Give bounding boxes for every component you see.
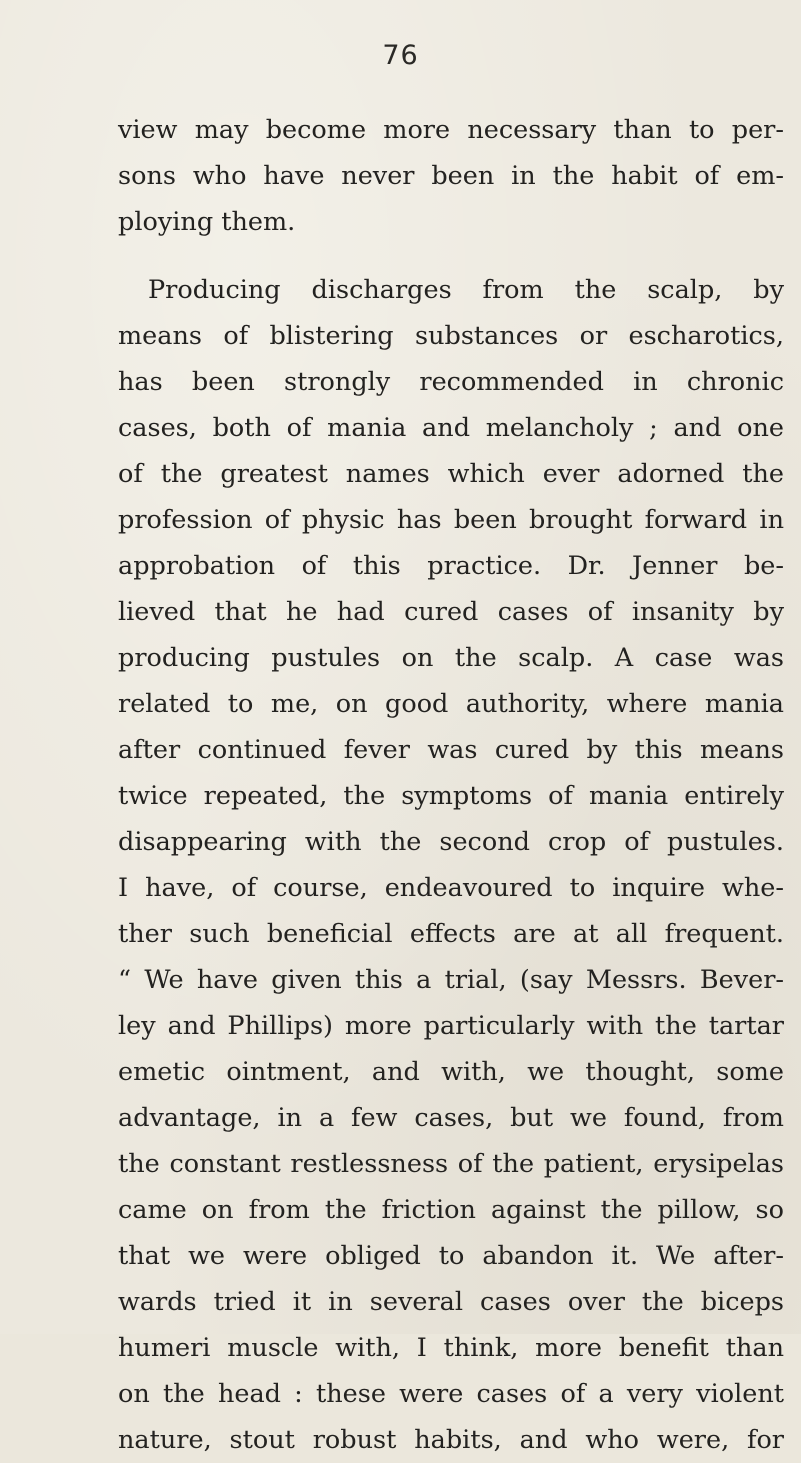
text-line: ther such beneficial effects are at all frequent. [118, 919, 784, 949]
text-line: emetic ointment, and with, we thought, some [118, 1057, 784, 1087]
body-text [118, 107, 784, 1463]
text-line: I have, of course, endeavoured to inquire whe- [118, 873, 784, 903]
text-line: humeri muscle with, I think, more benefit than [118, 1333, 784, 1363]
text-line: on the head : these were cases of a very violent [118, 1379, 784, 1409]
text-line: view may become more necessary than to per- [118, 115, 784, 145]
text-line: advantage, in a few cases, but we found, from [118, 1103, 784, 1133]
text-line: ley and Phillips) more particularly with the tartar [118, 1011, 784, 1041]
text-line: means of blistering substances or escharotics, [118, 321, 784, 351]
paragraph [118, 107, 784, 245]
text-line: producing pustules on the scalp. A case was [118, 643, 784, 673]
text-line: related to me, on good authority, where mania [118, 689, 784, 719]
text-line: Producing discharges from the scalp, by [148, 275, 784, 305]
text-line: cases, both of mania and melancholy ; and one [118, 413, 784, 443]
paragraph-gap [118, 245, 784, 267]
text-line: wards tried it in several cases over the biceps [118, 1287, 784, 1317]
text-line: that we were obliged to abandon it. We after- [118, 1241, 784, 1271]
text-line: approbation of this practice. Dr. Jenner be- [118, 551, 784, 581]
text-line: after continued fever was cured by this means [118, 735, 784, 765]
paragraph [118, 267, 784, 1463]
text-line: sons who have never been in the habit of em- [118, 161, 784, 191]
text-line: “ We have given this a trial, (say Messrs. Bever- [118, 965, 784, 995]
text-line: twice repeated, the symptoms of mania entirely [118, 781, 784, 811]
text-line: lieved that he had cured cases of insanity by [118, 597, 784, 627]
text-line: ploying them. [118, 207, 296, 237]
text-line: of the greatest names which ever adorned the [118, 459, 784, 489]
page-number: 76 [382, 40, 419, 71]
text-line: nature, stout robust habits, and who were, for [118, 1425, 784, 1455]
text-line: has been strongly recommended in chronic [118, 367, 784, 397]
text-line: the constant restlessness of the patient, erysipelas [118, 1149, 784, 1179]
text-line: disappearing with the second crop of pustules. [118, 827, 784, 857]
text-line: came on from the friction against the pillow, so [118, 1195, 784, 1225]
text-line: profession of physic has been brought forward in [118, 505, 784, 535]
